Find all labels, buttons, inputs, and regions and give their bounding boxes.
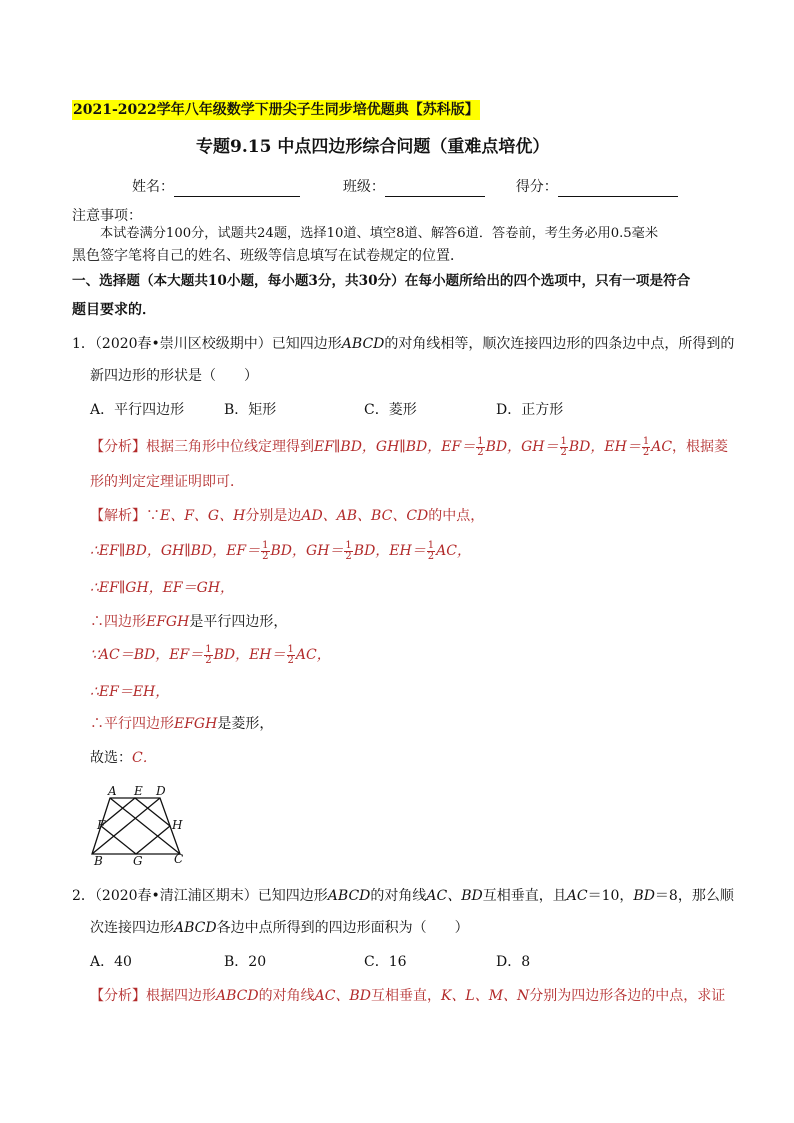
label-h: H (172, 818, 183, 832)
section-heading-line2: 题目要求的． (72, 302, 156, 318)
notice-line1: 本试卷满分100分，试题共24题，选择10道、填空8道、解答6道．答卷前，考生务必用0.5毫米 (100, 226, 659, 241)
q1-solution-line7: ∴平行四边形EFGH是菱形， (90, 716, 274, 732)
label-f: F (97, 818, 106, 832)
label-d: D (156, 784, 166, 798)
q1-stem-line1: 1．（2020春•崇川区校级期中）已知四边形ABCD的对角线相等，顺次连接四边形的四条边中点，所得到的 (72, 336, 735, 352)
q2-stem-line2: 次连接四边形ABCD各边中点所得到的四边形面积为（ ） (90, 920, 469, 936)
q2-option-b[interactable]: B．20 (224, 954, 267, 970)
label-a: A (108, 784, 117, 798)
q1-solution-line6: ∴EF＝EH， (90, 684, 170, 700)
q1-analysis-line2: 形的判定定理证明即可． (90, 474, 244, 490)
label-e: E (134, 784, 143, 798)
page-title: 专题9.15 中点四边形综合问题（重难点培优） (196, 137, 550, 157)
q1-analysis-line1: 【分析】根据三角形中位线定理得到EF∥BD，GH∥BD，EF＝ $\frac{1}{2}$ BD，GH＝ $\frac{1}{2}$ BD，EH＝ $\frac{1}{2}$ AC，根据菱 (90, 435, 729, 458)
q1-solution-line3: ∴EF∥GH，EF＝GH， (90, 580, 235, 596)
label-c: C (174, 852, 184, 866)
class-field[interactable] (385, 182, 485, 197)
score-label: 得分： (515, 179, 558, 195)
notice-line2: 黑色签字笔将自己的姓名、班级等信息填写在试卷规定的位置． (72, 248, 464, 264)
midpoint-quad-efgh (101, 798, 170, 854)
header-banner: 2021-2022学年八年级数学下册尖子生同步培优题典【苏科版】 (73, 102, 479, 118)
q1-option-d[interactable]: D．正方形 (496, 402, 564, 418)
notice-heading: 注意事项： (72, 208, 142, 224)
q1-answer: 故选：C． (90, 750, 157, 766)
name-field[interactable] (174, 182, 300, 197)
q2-option-a[interactable]: A．40 (90, 954, 132, 970)
label-g: G (133, 854, 143, 868)
q2-option-c[interactable]: C．16 (364, 954, 407, 970)
score-field[interactable] (558, 182, 678, 197)
trapezoid-figure (86, 782, 196, 868)
q1-solution-line5: ∵AC＝BD，EF＝ $\frac{1}{2}$ BD，EH＝ $\frac{1}{2}$ AC， (90, 643, 331, 666)
q1-option-a[interactable]: A．平行四边形 (90, 402, 185, 418)
q1-solution-line2: ∴EF∥BD，GH∥BD，EF＝ $\frac{1}{2}$ BD，GH＝ $\frac{1}{2}$ BD，EH＝ $\frac{1}{2}$ AC， (90, 539, 471, 562)
q1-stem-line2: 新四边形的形状是（ ） (90, 368, 258, 384)
q1-solution-line1: 【解析】∵E、F、G、H分别是边AD、AB、BC、CD的中点， (90, 508, 485, 524)
label-b: B (94, 854, 103, 868)
info-row (132, 177, 678, 197)
q2-option-d[interactable]: D．8 (496, 954, 531, 970)
class-label: 班级： (342, 179, 385, 195)
q2-analysis-line1: 【分析】根据四边形ABCD的对角线AC、BD互相垂直，K、L、M、N分别为四边形各边的中点，求证 (90, 988, 726, 1004)
q1-option-c[interactable]: C．菱形 (364, 402, 417, 418)
q1-solution-line4: ∴四边形EFGH是平行四边形， (90, 614, 288, 630)
q2-stem-line1: 2．（2020春•清江浦区期末）已知四边形ABCD的对角线AC、BD互相垂直，且AC＝10，BD＝8，那么顺 (72, 888, 734, 904)
q1-option-b[interactable]: B．矩形 (224, 402, 277, 418)
name-label: 姓名： (132, 179, 174, 195)
section-heading-line1: 一、选择题（本大题共10小题，每小题3分，共30分）在每小题所给出的四个选项中，只有一项是符合 (72, 273, 691, 289)
